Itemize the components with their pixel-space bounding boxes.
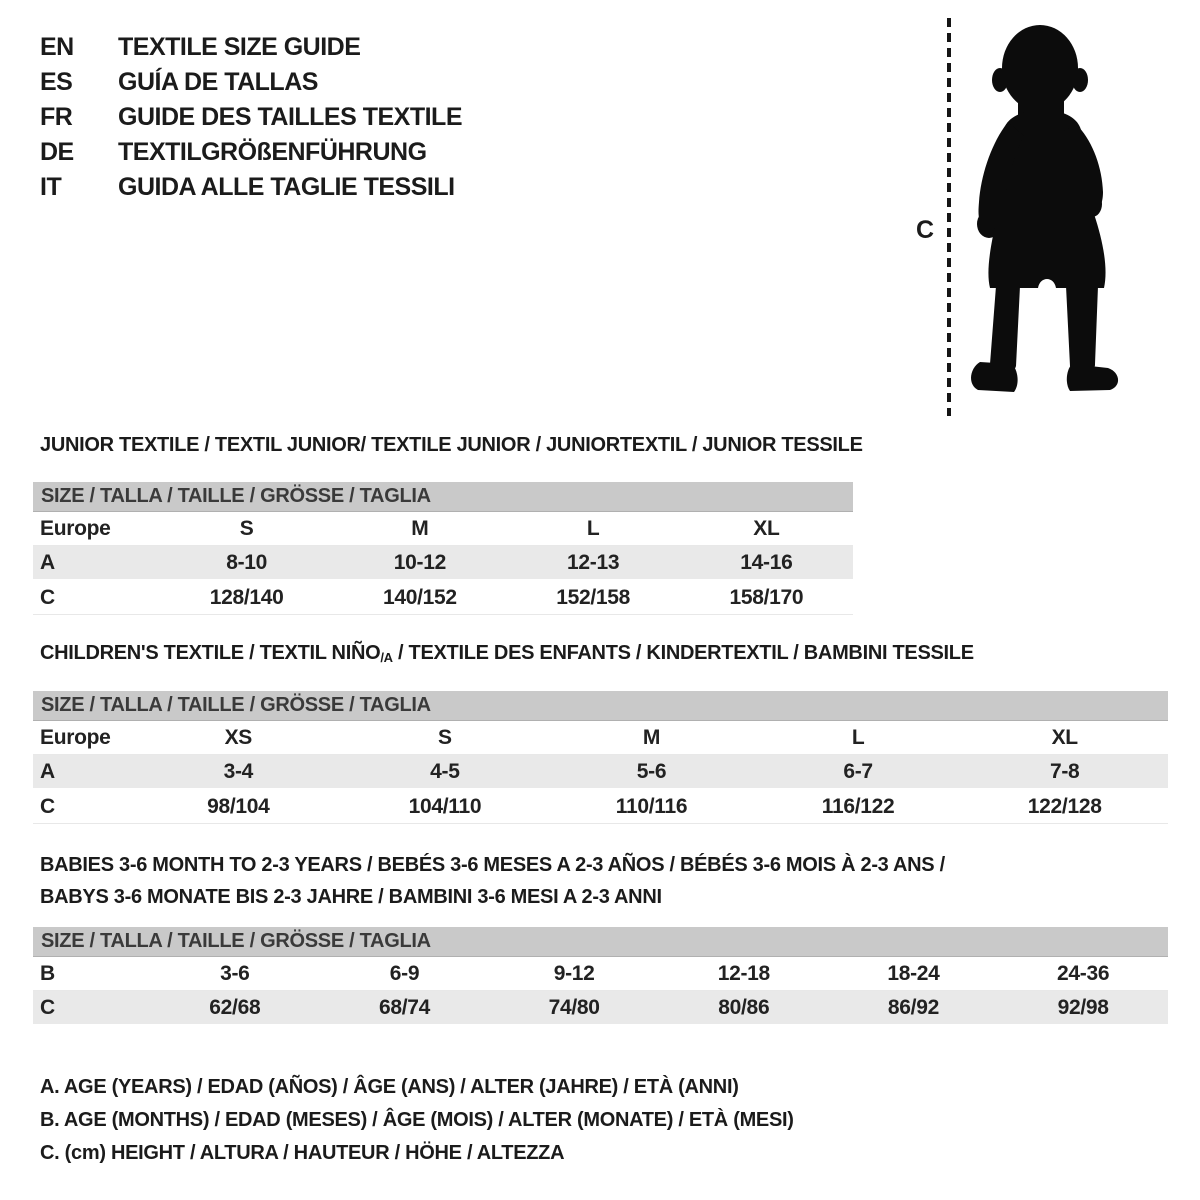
months-cell: 6-9	[389, 961, 420, 985]
table-row-height	[33, 991, 1168, 1026]
table-row-europe	[33, 721, 1168, 755]
height-cell: 122/128	[1027, 794, 1102, 818]
height-cell: 128/140	[209, 585, 284, 609]
height-cell: 86/92	[887, 995, 939, 1019]
months-cell: 3-6	[220, 961, 250, 985]
age-cell: 8-10	[226, 550, 268, 574]
guide-title-fr: GUIDE DES TAILLES TEXTILE	[118, 103, 463, 131]
size-cell: S	[239, 516, 254, 540]
months-cell: 24-36	[1057, 961, 1110, 985]
age-cell: 12-13	[567, 550, 620, 574]
language-code: DE	[40, 138, 74, 166]
size-cell: L	[586, 516, 600, 540]
months-cell: 9-12	[553, 961, 595, 985]
size-cell: M	[642, 725, 661, 749]
language-code: ES	[40, 68, 73, 96]
size-header-bar: SIZE / TALLA / TAILLE / GRÖSSE / TAGLIA	[33, 927, 1168, 957]
language-row-fr	[40, 100, 462, 135]
height-cell: 110/116	[615, 794, 688, 818]
children-size-table	[33, 721, 1168, 824]
language-row-en	[40, 30, 462, 65]
language-row-it	[40, 170, 462, 205]
junior-table-title: JUNIOR TEXTILE / TEXTIL JUNIOR/ TEXTILE JUNIOR / JUNIORTEXTIL / JUNIOR TESSILE	[40, 434, 863, 456]
height-cell: 152/158	[556, 585, 631, 609]
row-label: Europe	[40, 516, 111, 540]
legend-line-a: A. AGE (YEARS) / EDAD (AÑOS) / ÂGE (ANS) / ALTER (JAHRE) / ETÀ (ANNI)	[40, 1076, 739, 1098]
months-cell: 18-24	[887, 961, 940, 985]
junior-table-section	[33, 434, 863, 615]
table-row-height	[33, 789, 1168, 824]
height-cell: 140/152	[382, 585, 457, 609]
table-row-months	[33, 957, 1168, 991]
babies-title-line1: BABIES 3-6 MONTH TO 2-3 YEARS / BEBÉS 3-6 MESES A 2-3 AÑOS / BÉBÉS 3-6 MOIS À 2-3 ANS /	[40, 854, 945, 876]
title-suffix: / TEXTILE DES ENFANTS / KINDERTEXTIL / BAMBINI TESSILE	[392, 642, 974, 664]
row-label: A	[40, 550, 55, 574]
legend-line-c: C. (cm) HEIGHT / ALTURA / HAUTEUR / HÖHE / ALTEZZA	[40, 1142, 565, 1164]
language-row-es	[40, 65, 462, 100]
age-cell: 10-12	[393, 550, 446, 574]
size-cell: L	[851, 725, 865, 749]
title-prefix: CHILDREN'S TEXTILE / TEXTIL NIÑO	[40, 642, 381, 664]
children-table-section	[33, 642, 1168, 824]
table-row-age	[33, 546, 853, 581]
language-code: EN	[40, 33, 74, 61]
children-table-title	[40, 642, 1168, 666]
guide-title-es: GUÍA DE TALLAS	[118, 68, 318, 96]
guide-title-de: TEXTILGRÖßENFÜHRUNG	[118, 138, 427, 166]
size-cell: XL	[753, 516, 780, 540]
months-cell: 12-18	[717, 961, 770, 985]
height-cell: 98/104	[207, 794, 270, 818]
table-row-height	[33, 580, 853, 615]
babies-table-section	[33, 849, 1168, 1026]
title-subscript: /A	[380, 650, 393, 665]
table-row-age	[33, 755, 1168, 790]
babies-size-table	[33, 957, 1168, 1026]
age-cell: 14-16	[740, 550, 793, 574]
size-header-bar: SIZE / TALLA / TAILLE / GRÖSSE / TAGLIA	[33, 482, 853, 512]
babies-table-title	[40, 849, 1168, 913]
size-header-bar: SIZE / TALLA / TAILLE / GRÖSSE / TAGLIA	[33, 691, 1168, 721]
legend-block	[40, 1071, 794, 1170]
height-cell: 92/98	[1057, 995, 1109, 1019]
height-cell: 116/122	[821, 794, 895, 818]
guide-title-it: GUIDA ALLE TAGLIE TESSILI	[118, 173, 455, 201]
language-code: FR	[40, 103, 73, 131]
guide-title-en: TEXTILE SIZE GUIDE	[118, 33, 361, 61]
row-label: A	[40, 759, 55, 783]
age-cell: 3-4	[223, 759, 254, 783]
size-cell: M	[411, 516, 429, 540]
table-row-europe	[33, 512, 853, 546]
toddler-silhouette-icon	[962, 18, 1142, 418]
height-cell: 62/68	[209, 995, 261, 1019]
language-code: IT	[40, 173, 62, 201]
height-cell: 158/170	[729, 585, 804, 609]
row-label: C	[40, 794, 55, 818]
age-cell: 4-5	[430, 759, 460, 783]
row-label: C	[40, 585, 55, 609]
legend-line-b: B. AGE (MONTHS) / EDAD (MESES) / ÂGE (MOIS) / ALTER (MONATE) / ETÀ (MESI)	[40, 1109, 794, 1131]
language-row-de	[40, 135, 462, 170]
height-dashed-line	[947, 18, 951, 416]
babies-title-line2: BABYS 3-6 MONATE BIS 2-3 JAHRE / BAMBINI 3-6 MESI A 2-3 ANNI	[40, 886, 662, 908]
height-cell: 104/110	[408, 794, 482, 818]
row-label: B	[40, 961, 55, 985]
age-cell: 5-6	[636, 759, 667, 783]
junior-size-table	[33, 512, 853, 615]
size-cell: XS	[224, 725, 252, 749]
height-cell: 74/80	[548, 995, 600, 1019]
language-title-list	[40, 30, 462, 205]
size-cell: XL	[1051, 725, 1078, 749]
row-label: C	[40, 995, 55, 1019]
age-cell: 7-8	[1049, 759, 1080, 783]
row-label: Europe	[40, 725, 111, 749]
height-cell: 80/86	[718, 995, 770, 1019]
height-cell: 68/74	[378, 995, 431, 1019]
age-cell: 6-7	[843, 759, 873, 783]
height-measure-label: C	[916, 216, 935, 244]
size-cell: S	[438, 725, 452, 749]
